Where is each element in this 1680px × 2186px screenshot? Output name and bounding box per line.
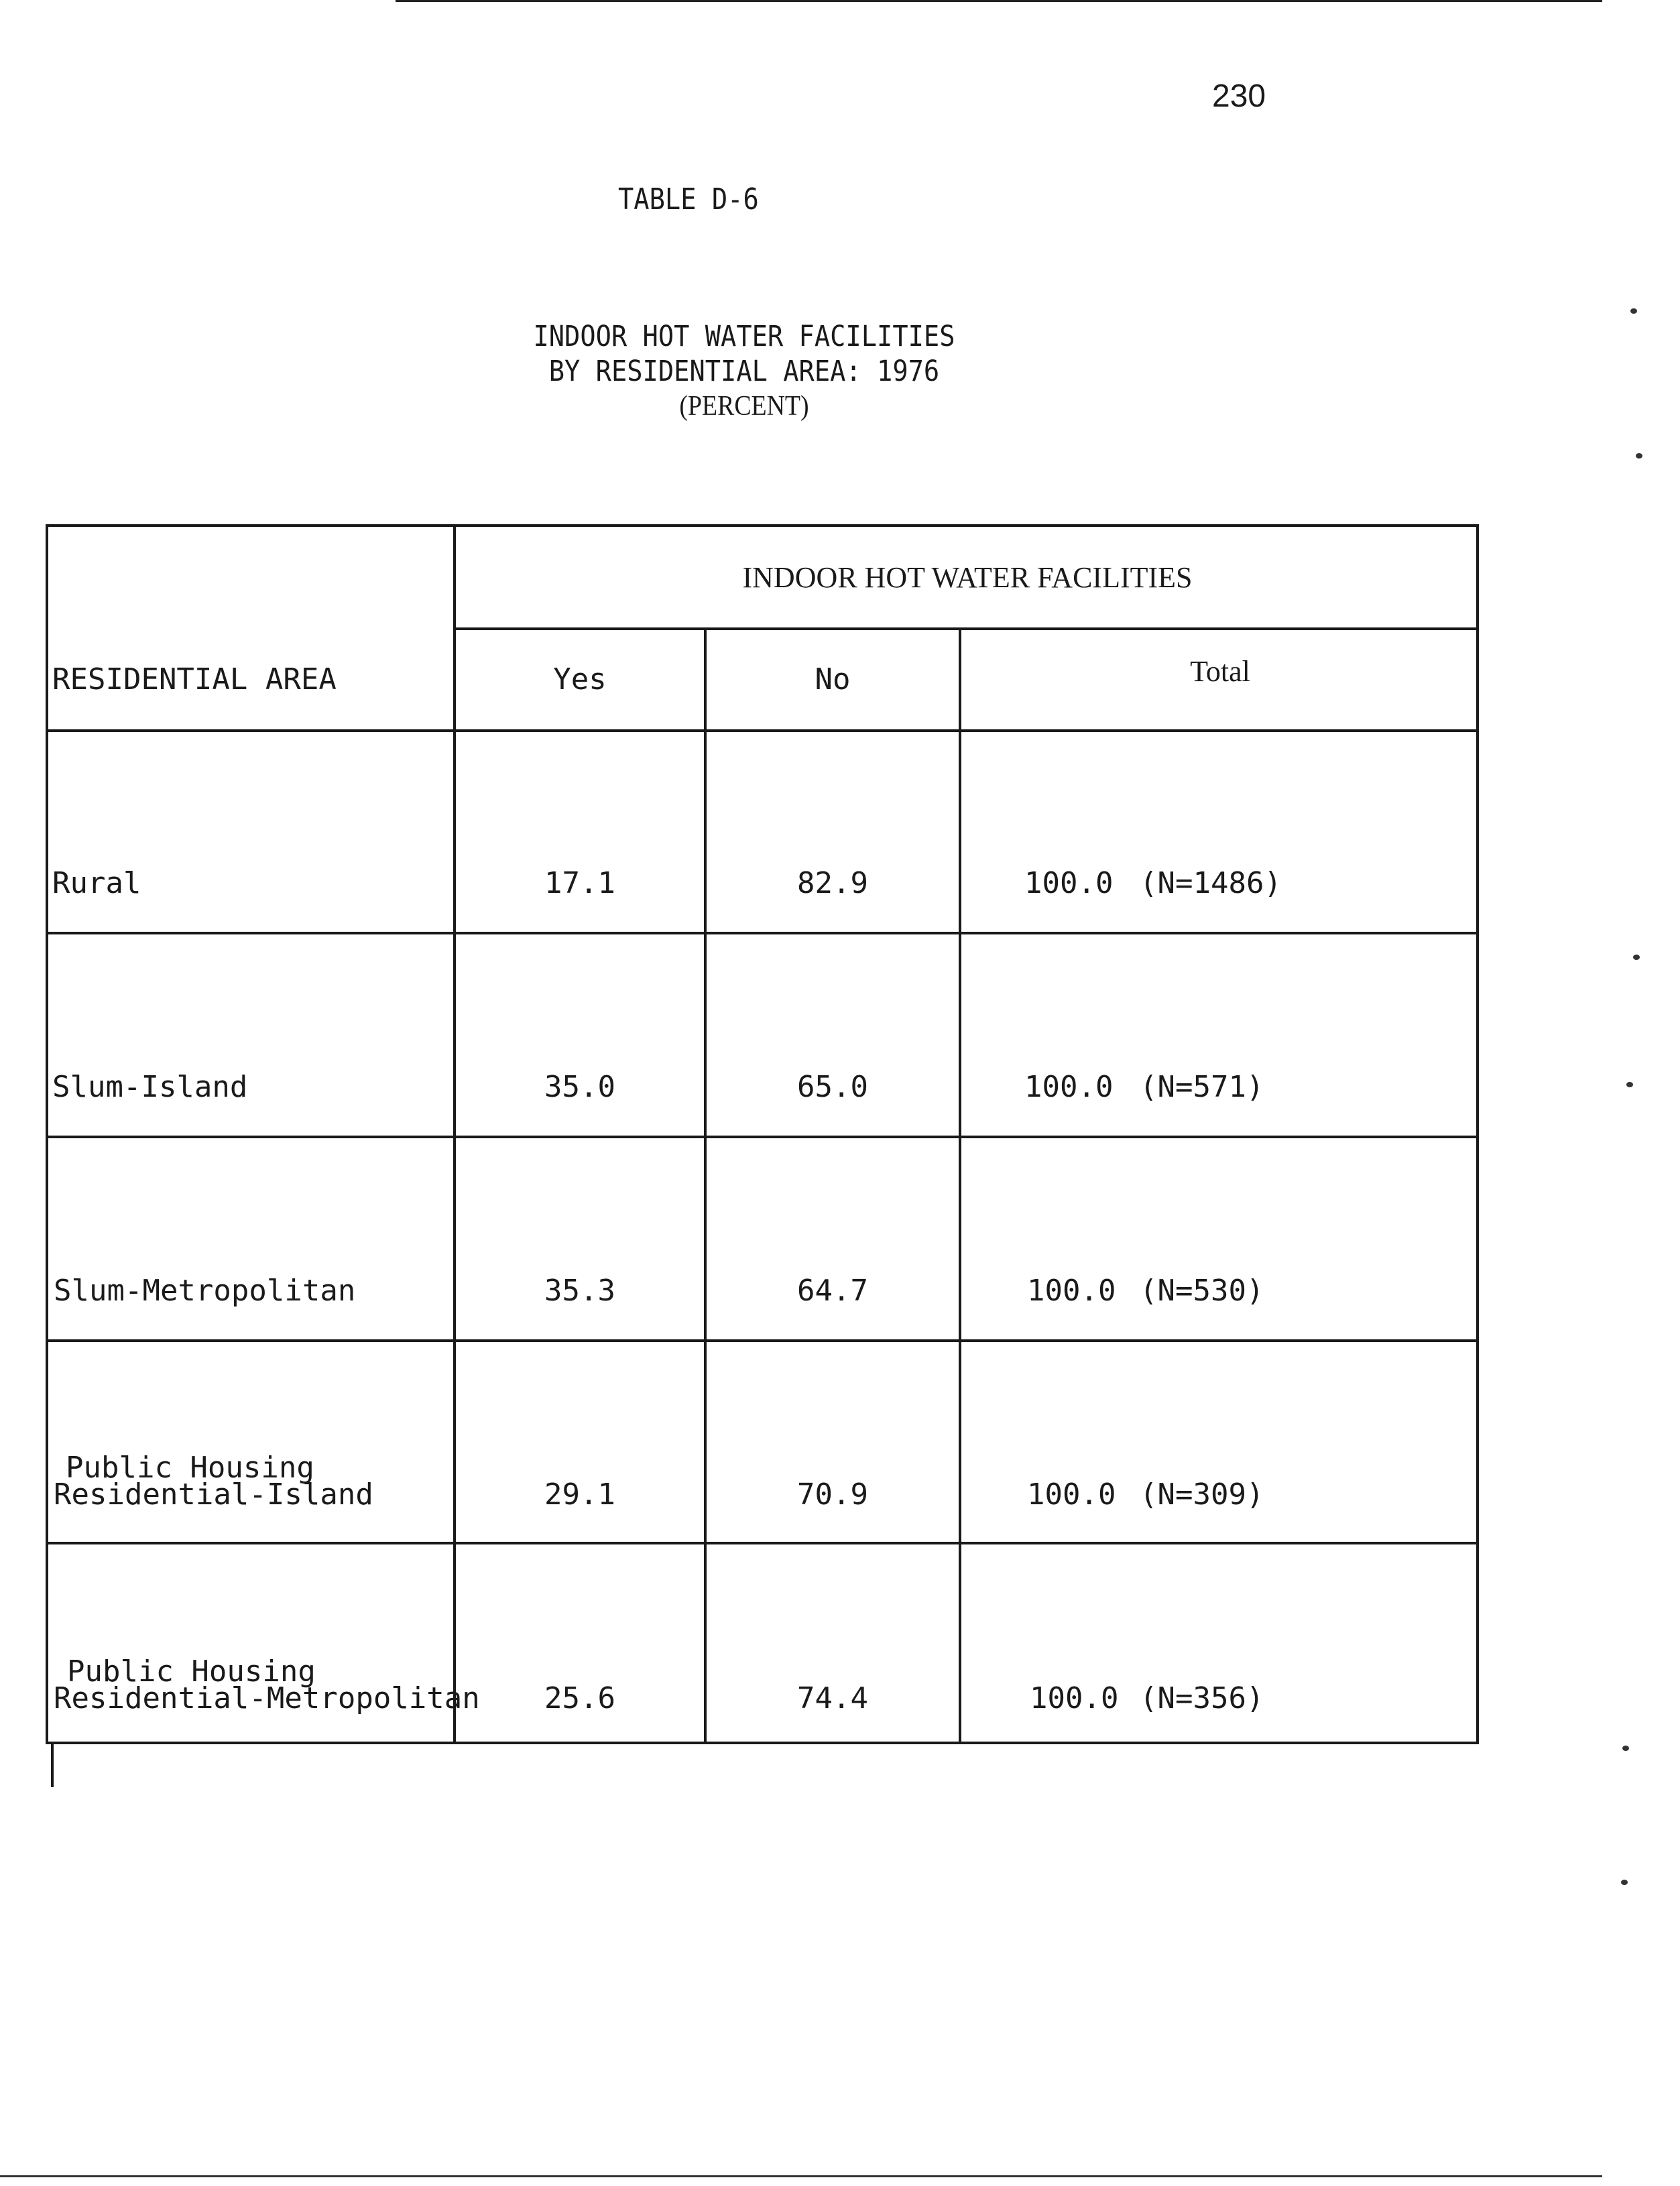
row-n-value: (N=1486) [1140, 866, 1282, 900]
row-yes-value: 17.1 [544, 866, 615, 900]
row-total-value: 100.0 [1027, 1274, 1116, 1308]
row-header: RESIDENTIAL AREA [52, 662, 337, 696]
row-yes-value: 35.3 [544, 1274, 615, 1308]
row-n-value: (N=571) [1140, 1070, 1264, 1104]
row-yes-value: 25.6 [544, 1681, 615, 1715]
col-header-yes: Yes [553, 662, 607, 696]
row-no-value: 64.7 [797, 1274, 868, 1308]
row-n-value: (N=530) [1140, 1274, 1264, 1308]
page-number: 230 [1212, 78, 1266, 114]
data-table [46, 524, 1479, 1744]
row-n-value: (N=356) [1140, 1681, 1264, 1715]
col-divider-yes [704, 629, 707, 1744]
group-header-divider [453, 627, 1479, 630]
row-area-label: Rural [52, 866, 141, 900]
group-header: INDOOR HOT WATER FACILITIES [742, 561, 1193, 594]
scan-speck [1636, 453, 1642, 459]
row-total-value: 100.0 [1024, 866, 1114, 900]
scan-speck [1622, 1746, 1629, 1751]
row-area-label-line1: Public Housing [67, 1654, 316, 1689]
title-line-3: (PERCENT) [679, 391, 809, 422]
scan-speck [1626, 1082, 1633, 1087]
row-yes-value: 35.0 [544, 1070, 615, 1104]
row-no-value: 65.0 [797, 1070, 868, 1104]
scan-speck [1621, 1880, 1628, 1885]
row-area-label-line2: Residential-Metropolitan [54, 1681, 480, 1715]
scan-speck [1633, 955, 1640, 960]
row-area-label: Slum-Metropolitan [54, 1274, 356, 1308]
col-header-no: No [815, 662, 851, 696]
col-header-total: Total [1190, 655, 1250, 688]
row-divider [48, 1136, 1479, 1138]
header-divider [48, 729, 1479, 732]
row-area-label-line2: Residential-Island [54, 1477, 373, 1512]
scan-speck [1630, 308, 1637, 314]
bottom-page-rule [0, 2175, 1602, 2177]
table-label: TABLE D-6 [618, 182, 759, 217]
row-no-value: 74.4 [797, 1681, 868, 1715]
row-area-label: Slum-Island [52, 1070, 248, 1104]
title-line-2: BY RESIDENTIAL AREA: 1976 [548, 355, 940, 388]
table-margin-tick [51, 1743, 54, 1787]
row-yes-value: 29.1 [544, 1477, 615, 1512]
table-title [456, 319, 1032, 424]
row-no-value: 82.9 [797, 866, 868, 900]
row-no-value: 70.9 [797, 1477, 868, 1512]
col-divider-no [959, 629, 961, 1744]
row-divider [48, 1542, 1479, 1544]
row-divider [48, 1339, 1479, 1342]
row-total-value: 100.0 [1024, 1070, 1114, 1104]
row-n-value: (N=309) [1140, 1477, 1264, 1512]
top-page-rule [396, 0, 1602, 2]
row-total-value: 100.0 [1030, 1681, 1119, 1715]
title-line-1: INDOOR HOT WATER FACILITIES [533, 320, 955, 353]
row-divider [48, 932, 1479, 934]
row-area-label-line1: Public Housing [66, 1451, 314, 1485]
row-total-value: 100.0 [1027, 1477, 1116, 1512]
